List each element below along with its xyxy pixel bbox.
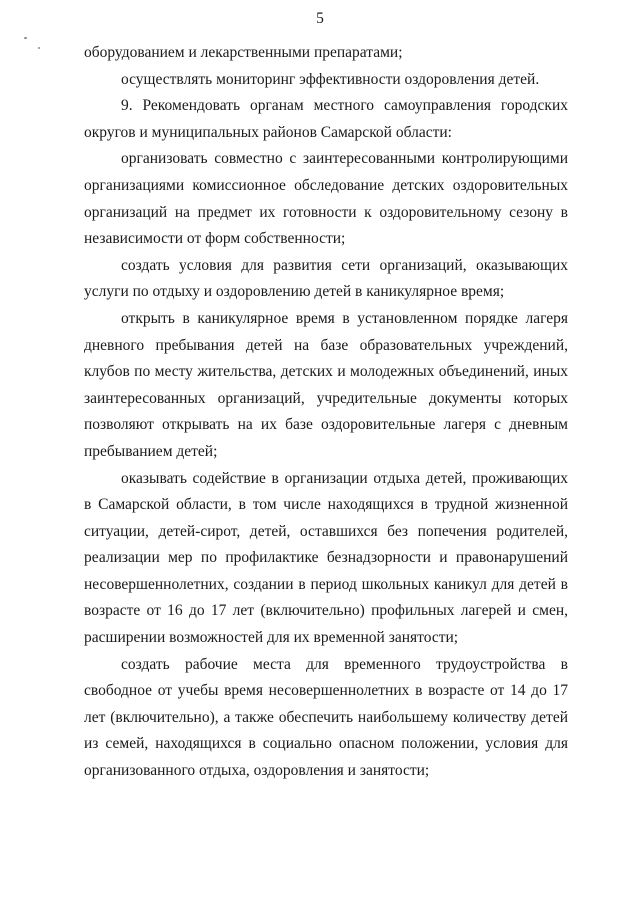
paragraph-monitoring: осуществлять мониторинг эффективности оздоровления детей.: [121, 70, 540, 88]
paragraph-assistance: оказывать содействие в организации отдыха детей, проживающих в Самарской области, в том числе находящихся в трудной жизненной ситуации, детей-сирот, детей, оставшихся без попечения родителей, реализации мер по профилактике безнадзорности и правонарушений несовершеннолетних, создании в период школьных каникул для детей в возрасте от 16 до 17 лет (включительно) профильных лагерей и смен, расширении возможностей для их временной занятости;: [84, 469, 568, 647]
margin-mark: [38, 47, 40, 49]
paragraph-item-9: 9. Рекомендовать органам местного самоуправления городских округов и муниципальных районов Самарской области:: [84, 97, 568, 141]
margin-mark: [24, 37, 27, 39]
page-number: 5: [316, 10, 324, 27]
paragraph-day-camps: открыть в каникулярное время в установленном порядке лагеря дневного пребывания детей на базе образовательных учреждений, клубов по месту жительства, детских и молодежных объединений, иных заинтересованных организаций, учредительные документы которых позволяют открывать на их базе оздоровительные лагеря с дневным пребыванием детей;: [84, 309, 568, 460]
paragraph-inspection: организовать совместно с заинтересованными контролирующими организациями комиссионное обследование детских оздоровительных организаций на предмет их готовности к оздоровительному сезону в независимости от форм собственности;: [84, 150, 568, 248]
paragraph-continuation: оборудованием и лекарственными препаратами;: [84, 44, 403, 61]
paragraph-jobs: создать рабочие места для временного трудоустройства в свободное от учебы время несовершеннолетних в возрасте от 14 до 17 лет (включительно), а также обеспечить наибольшему количеству детей из семей, находящихся в социально опасном положении, условия для организованного отдыха, оздоровления и занятости;: [84, 655, 568, 780]
document-body: [84, 40, 568, 785]
paragraph-network: создать условия для развития сети организаций, оказывающих услуги по отдыху и оздоровлению детей в каникулярное время;: [84, 256, 568, 301]
